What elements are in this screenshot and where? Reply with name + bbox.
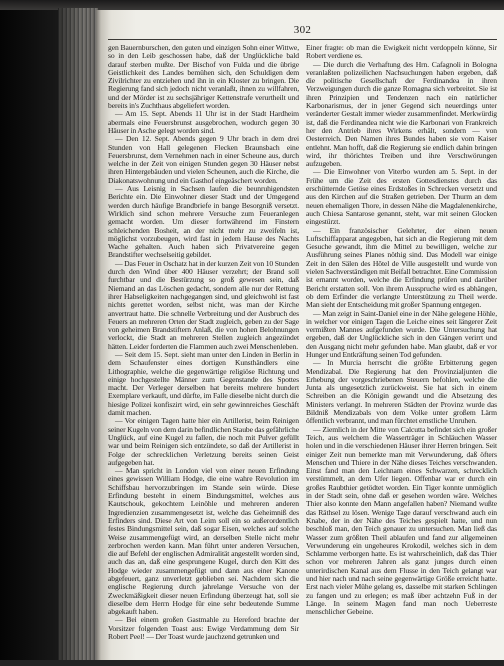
right-column <box>306 44 497 650</box>
article-paragraph: — In Murcia herrscht die größte Erbitterung gegen Mendizabal. Die Regierung hat den Provinzialjunten die Erhebung der vorgeschriebenen Steuern befohlen, welche die Junta als ungesetzlich zurückweist. Sie hat sich in einem Schreiben an die Königin gewandt und die Absetzung des Ministers verlangt. In mehreren Städten der Provinz wurde das Bildniß Mendizabals von dem Volke unter großem Lärm öffentlich verbrannt, und man fürchtet ernstliche Unruhen. <box>306 358 497 426</box>
article-paragraph: — Vor einigen Tagen hatte hier ein Artillerist, beim Reinigen seiner Kugeln von dem darin befindlichen Staube das gefährliche Unglück, auf eine Kugel zu fallen, die noch mit Pulver gefüllt war und beim Reinigen sich entzündete, so daß der Artillerist in Folge der schrecklichen Verletzung bereits seinen Geist aufgegeben hat. <box>108 416 299 467</box>
article-continuation: Einer fragte: ob man die Ewigkeit nicht verdoppeln könne, Sir Robert verdiene es. <box>306 44 497 61</box>
article-paragraph: — Die durch die Verhaftung des Hrn. Cafagnoli in Bologna veranlaßten polizeilichen Nachsuchungen haben ergeben, daß die politische Gesellschaft der Ferdinandea in ihren Verzweigungen durch die ganze Romagna sich verbreitet. Sie ist ihren Prinzipien und Tendenzen nach ein natürlicher Karbonarismus, der in jener Gegend sich neuerdings unter veränderter Gestalt immer wieder zusammenfindet. Merkwürdig ist, daß die Ferdinandea nicht wie die Karbonari von Frankreich her den Antrieb ihres Wirkens erhält, sondern — von Oesterreich. Den Namen ihres Bundes haben sie vom Kaiser entlehnt. Man hofft, daß die Regierung sie endlich dahin bringen wird, ihr thörichtes Treiben und ihre Verschwörungen aufzugeben. <box>306 59 497 169</box>
article-paragraph: — Aus Leisnig in Sachsen laufen die beunruhigendsten Berichte ein. Die Einwohner dieser Stadt und der Umgegend werden durch häufige Brandbriefe in bange Besorgniß versetzt. Wirklich sind schon mehrere Versuche zum Feueranlegen gemacht worden. Um dieser fortwährend im Finstern schleichenden Bosheit, an der nicht mehr zu zweifeln ist, möglichst vorzubeugen, wird fast in jedem Hause des Nachts Wache gehalten. Auch haben sich Privatvereine gegen Brandstifter wechselseitig gebildet. <box>108 184 299 260</box>
article-paragraph: — Ziemlich in der Mitte von Calcutta befindet sich ein großer Teich, aus welchem die Wasserträger in Schläuchen Wasser holen und in die verschiedenen Häuser ihrer Herren bringen. Seit einiger Zeit nun bemerkte man mit Verwunderung, daß öfters Menschen und Thiere in der Nähe dieses Teiches verschwanden. Einst fand man den Leichnam eines Schwarzen, schrecklich verstümmelt, an dem Ufer liegen. Offenbar war er durch ein großes Raubthier getödtet worden. Ein Tiger konnte unmöglich in der Stadt sein, ohne daß er gesehen worden wäre. Welches Thier also konnte den Mann angefallen haben? Niemand wußte das Räthsel zu lösen. Wenige Tage darauf verschwand auch ein Knabe, der in der Nähe des Teiches gespielt hatte, und nun beschloß man, den Teich genauer zu untersuchen. Man ließ das Wasser zum größten Theil ablaufen und fand zur allgemeinen Verwunderung ein ungeheures Krokodil, welches sich in dem Schlamme verborgen hatte. Es ist wahrscheinlich, daß das Thier schon vor mehreren Jahren als ganz junges durch einen unterirdischen Kanal aus dem Flusse in den Teich gelangt war und hier nach und nach seine gegenwärtige Größe erreicht hatte. Erst nach vieler Mühe gelang es, dasselbe mit starken Schlingen zu fangen und zu erlegen; es maß über achtzehn Fuß in der Länge. In seinem Magen fand man noch Ueberreste menschlicher Gebeine. <box>306 424 497 617</box>
page-edges-stack <box>58 8 98 660</box>
scan-bottom-edge <box>0 660 504 666</box>
article-paragraph: — Ein französischer Gelehrter, der einen neuen Luftschiffapparat angegeben, hat sich an die Regierung mit dem Gesuche gewandt, ihm die Mittel zu bewilligen, welche zur Ausführung seines Planes nöthig sind. Das Modell war einige Zeit in den Sälen des Hôtel de Ville ausgestellt und wurde von vielen Sachverständigen mit Beifall betrachtet. Eine Commission ist ernannt worden, welche die Erfindung prüfen und darüber Bericht erstatten soll. Von ihrem Ausspruche wird es abhängen, ob dem Erfinder die verlangte Unterstützung zu Theil werde. Man sieht der Entscheidung mit großer Spannung entgegen. <box>306 225 497 310</box>
article-paragraph: — Bei einem großen Gastmahle zu Hereford brachte der Vorsitzer folgenden Toast aus: Ewige Verdammung dem Sir Robert Peel! — Der Toast wurde jauchzend getrunken und <box>108 615 299 642</box>
article-paragraph: — Das Feuer in Oschatz hat in der kurzen Zeit von 10 Stunden durch den Wind über 400 Häuser verzehrt; der Brand soll furchtbar und die Bestürzung so groß gewesen sein, daß Niemand an das Löschen gedacht, sondern alle nur der Rettung ihrer Habseligkeiten nachgegangen sind, und gleichwohl ist fast nichts gerettet worden, selbst nicht, was man der Kirche anvertraut hatte. Die schnelle Verbreitung und der Ausbruch des Feuers an mehreren Orten der Stadt zugleich, geben zu der Sage von geheimen Brandstiftern Anlaß, die von hohen Belohnungen verlockt, die Stadt an mehreren Stellen zugleich angezündet hätten. Leider forderten die Flammen auch zwei Menschenleben. <box>108 258 299 351</box>
article-paragraph: — Den 12. Sept. Abends gegen 9 Uhr brach in dem drei Stunden von Hall gelegenen Flecken Braunsbach eine Feuersbrunst, dem Vernehmen nach in einer Scheune aus, durch welche in der Zeit von einigen Stunden gegen 30 Häuser nebst ihren Hintergebäuden und vielen Scheunen, auch die Kirche, die Diakonatswohnung und ein Gasthof eingeäschert worden. <box>108 134 299 185</box>
article-paragraph: — Man zeigt in Saint-Daniel eine in der Nähe gelegene Höhle, in welcher vor einigen Tagen die Leiche eines seit längerer Zeit vermißten Mannes aufgefunden wurde. Die Untersuchung hat ergeben, daß der Unglückliche sich in den Gängen verirrt und den Ausgang nicht mehr gefunden habe. Man glaubt, daß er vor Hunger und Entkräftung seinen Tod gefunden. <box>306 308 497 359</box>
article-paragraph: — Am 15. Sept. Abends 11 Uhr ist in der Stadt Hardheim abermals eine Feuersbrunst ausgebrochen, wodurch gegen 30 Häuser in Asche gelegt worden sind. <box>108 109 299 135</box>
article-paragraph: — Seit dem 15. Sept. sieht man unter den Linden in Berlin in dem Schaufenster eines dortigen Kunsthändlers eine Lithographie, welche die gegenwärtige religiöse Richtung und einige hochgestellte Männer zum Gegenstande des Spottes macht. Der Verleger derselben hat bereits mehrere hundert Exemplare verkauft, und dürfte, im Falle dieselbe nicht durch die hiesige Polizei konfiszirt wird, ein sehr gewinnreiches Geschäft damit machen. <box>108 349 299 418</box>
left-column <box>108 44 299 650</box>
book-page <box>96 10 504 660</box>
article-continuation: gen Bauernburschen, den guten und einzigen Sohn einer Wittwe, so in den Leib geschossen habe, daß der Unglückliche bald darauf sterben mußte. Der Bischof von Fulda und die übrige Geistlichkeit des Landes bemühen sich, den Schuldigen dem Zivilrichter zu entziehen und ihn in ein Kloster zu bringen. Die Regierung fand sich jedoch nicht veranlaßt, ihnen zu willfahren, und der Mörder ist zu sechsjähriger Kettenstrafe verurtheilt und bereits in's Zuchthaus abgeliefert worden. <box>108 44 299 111</box>
article-paragraph: — Die Einwohner von Viterbo wurden am 5. Sept. in der Frühe um die Zeit des ersten Gottesdienstes durch das erschütternde Getöse eines Erdstoßes in Schrecken versetzt und aus den Kirchen auf die Straßen getrieben. Der Thurm an dem neuen ehemaligen Thore, in dessen Nähe die Magdalenenkirche, auch Chiesa Santarose genannt, steht, war mit seinen Glocken eingestürzt. <box>306 167 497 227</box>
page-number: 302 <box>293 24 312 36</box>
header-rule <box>108 39 497 40</box>
book-spine-shadow <box>0 0 62 666</box>
article-paragraph: — Man spricht in London viel von einer neuen Erfindung eines gewissen William Hodge, die eine wahre Revolution im Schiffsbau hervorzubringen im Stande sein würde. Diese Erfindung besteht in einem Bindungsmittel, welches aus Kautschouk, gekochtem Leinöhle und mehreren anderen Ingredienzien zusammengesetzt ist, welche das Geheimniß des Erfinders sind. Diese Art von Leim soll ein so außerordentlich festes Bindungsmittel sein, daß sogar Eisen, welches auf solche Weise zusammengefügt wird, an derselben Stelle nicht mehr zerbrochen werden kann. Man führt unter anderen Versuchen, die auf Befehl der englischen Admiralität angestellt worden sind, auch das an, daß eine gesprungene Kugel, durch den Kitt des Hodge wieder zusammengefügt und dann aus einer Kanone abgefeuert, ganz unverletzt geblieben sei. Nachdem sich die englische Regierung durch jahrelange Versuche von der Zweckmäßigkeit dieser neuen Erfindung überzeugt hat, soll sie dieselbe dem Herrn Hodge für eine sehr bedeutende Summe abgekauft haben. <box>108 466 299 617</box>
